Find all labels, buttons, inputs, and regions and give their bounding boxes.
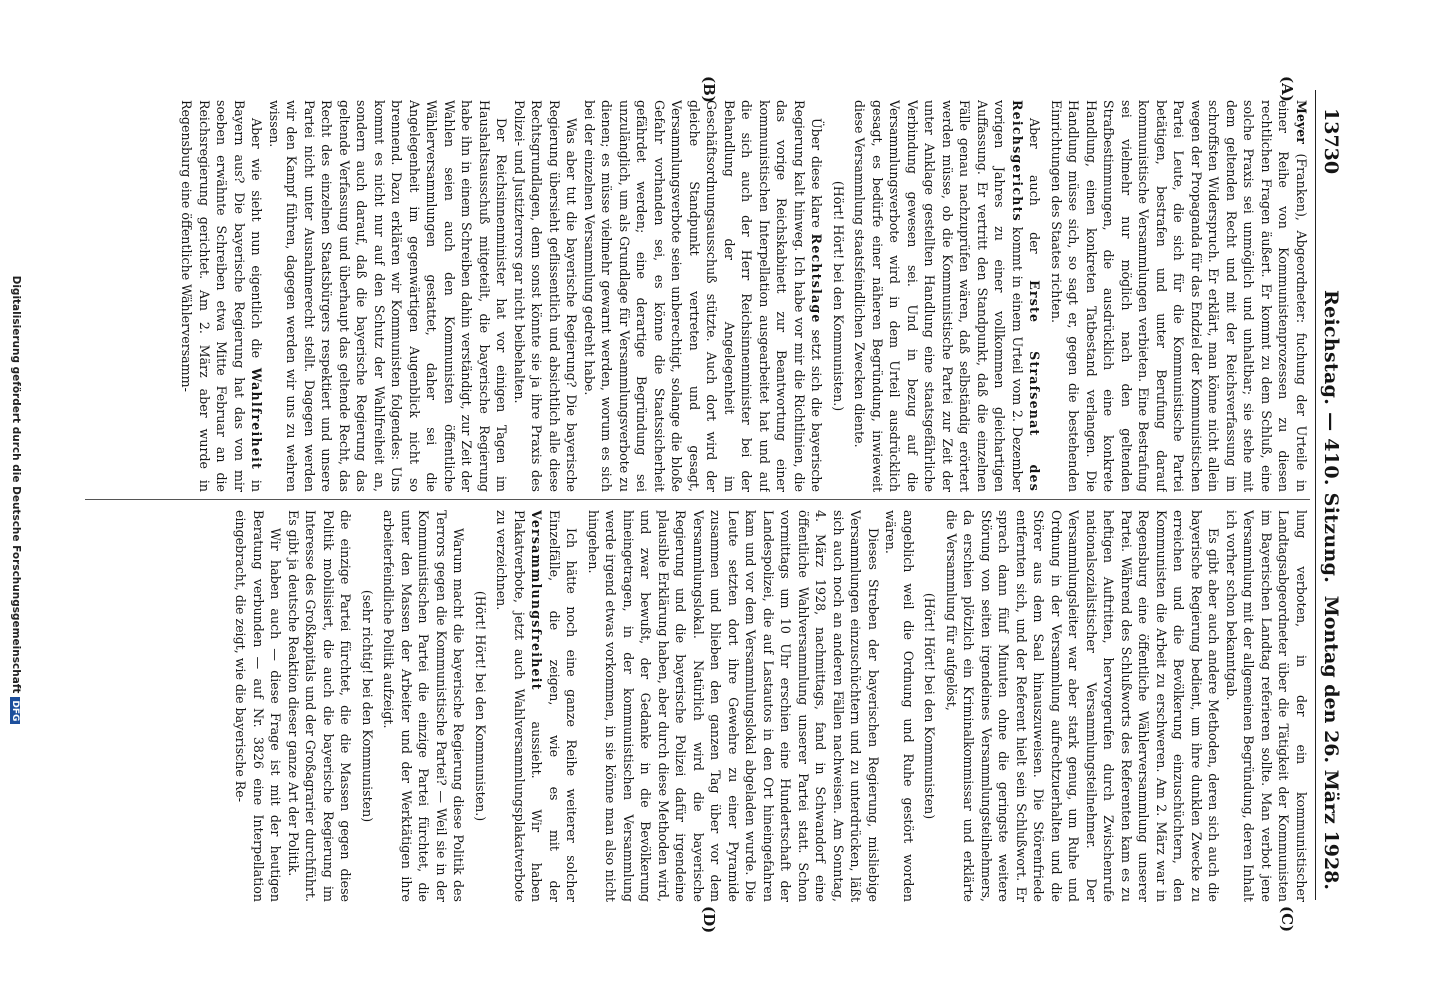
interjection: (Hört! Hört! bei den Kommunisten.) bbox=[831, 180, 846, 412]
paragraph-text: setzt sich die bayerische Regierung kalt hinweg. Ich habe vor mir die Richtlinien, die das vorige Reichskabinett zur Beantwortung einer kommunistischen Interpellation ausgearbeitet hat und auf die sich auch der Herr Reichsinnenminister bei der Behandlung der Angelegenheit im Geschäftsordnungsausschuß stützte. Auch dort wird der gleiche Standpunkt vertreten und gesagt, Versammlungsverbote seien unberechtigt, solange die bloße Gefahr vorhanden sei, es könne die Staatssicherheit gefährdet werden; eine derartige Begründung sei unzulänglich, um als Grundlage für Versammlungsverbote zu dienen; es müsse vielmehr gewarnt werden, worum es sich bei der einzelnen Versammlung gedreht habe. bbox=[582, 100, 825, 492]
paragraph-text: Aber wie sieht nun eigentlich die bbox=[249, 118, 265, 359]
paragraph: Warum macht die bayerische Regierung diese Politik des Terrors gegen die Kommunistische Partei? — Weil sie in der Kommunistischen Partei die einzige Partei fürchtet, die unter den Massen der Arbeiter und der Werktätigen ihre arbeiterfeindliche Politik aufzeigt. bbox=[381, 510, 467, 902]
speaker-note: (Franken), Abgeordneter bbox=[1294, 153, 1309, 319]
emphasis-text: Rechtslage bbox=[809, 233, 825, 324]
left-column bbox=[85, 100, 1310, 492]
paragraph-text: Aber auch der bbox=[1027, 118, 1043, 254]
paragraph: Es gibt aber auch andere Methoden, deren sich auch die bayerische Regierung bedient, um ihre dunklen Zwecke zu erreichen und die Bevölkerung einzuschüchtern, den Kommunisten die Arbeit zu erschweren. Am 2. März war in Regensburg eine öffentliche Wählerversammlung unserer Partei. Während des Schlußworts des Referenten kam es zu heftigen Auftritten, hervorgerufen durch Zwischenrufe nationalsozialistischer Versammlungsteilnehmer. Der Versammlungsleiter war aber stark genug, um Ruhe und Ordnung in der Versammlung aufrechtzuerhalten und die Störer aus dem Saal hinauszuweisen. Die Störenfriede entfernten sich, und der Referent hielt sein Schlußwort. Er sprach dann fünf Minuten ohne die geringste weitere Störung von seiten irgendeines Versammlungsteilnehmers, da erschien plötzlich ein Kriminalkommissar und erklärte die Versammlung für aufgelöst, bbox=[944, 510, 1222, 902]
paragraph bbox=[493, 510, 581, 902]
session-date: Montag den 26. März 1928. bbox=[1320, 595, 1342, 890]
paragraph bbox=[581, 100, 826, 492]
page-number: 13730 bbox=[1320, 108, 1342, 175]
paragraph bbox=[178, 100, 266, 492]
interjection: (Hört! Hört! bei den Kommunisten) bbox=[922, 592, 938, 820]
emphasis-text: Erste Strafsenat des Reichsgerichts bbox=[1010, 100, 1043, 492]
paragraph-text: kommt in einem Urteil vom 2. Dezember vorigen Jahres zu einer vollkommen gleichartigen Auffassung. Er vertritt den Standpunkt, daß die einzelnen Fälle genau nachzuprüfen wären, daß selbständig erörtert werden müsse, ob die Kommunistische Partei zur Zeit der unter Anklage gestellten Handlung eine staatsgefährliche Verbindung gewesen sei. Und in bezug auf die Versammlungsverbote wird in dem Urteil ausdrücklich gesagt, es bedürfe einer näheren Begründung, inwieweit diese Versammlung staatsfeindlichen Zwecken diente. bbox=[852, 100, 1025, 492]
dfg-logo: DFG bbox=[10, 697, 20, 724]
paragraph-text: Über diese klare bbox=[809, 118, 825, 228]
column-divider bbox=[85, 499, 1310, 500]
emphasis-text: Versammlungsfreiheit bbox=[529, 510, 545, 691]
paragraph-text: in Bayern aus? Die bayerische Regierung hat das von mir soeben erwähnte Schreiben etwa Mitte Februar an die Reichsregierung gerichtet. Am 2. März aber wurde in Regensburg eine öffentliche Wählerversamm- bbox=[179, 100, 265, 492]
margin-marker-c: (C) bbox=[1278, 906, 1296, 933]
paragraph: die einzige Partei fürchtet, die die Massen gegen diese Politik mobilisiert, die auch die bayerische Regierung im Interesse des Großkapitals und der Großagrarier durchführt. Es gibt ja deutsche Reaktion dieser ganze Art der Politik. bbox=[286, 510, 354, 902]
emphasis-text: Wahlfreiheit bbox=[249, 367, 265, 471]
margin-marker-a: (A) bbox=[1278, 76, 1296, 102]
paragraph: Der Reichsinnenminister hat vor einigen Tagen im Haushaltsausschuß mitgeteilt, die bayerische Regierung habe ihn in einem Schreiben dahin verständigt, zur Zeit der Wahlen seien auch den Kommunisten öffentliche Wählerversammlungen gestattet, daher sei die Angelegenheit im gegenwärtigen Augenblick nicht so brennend. Dazu erklären wir Kommunisten folgendes: Uns kommt es nicht nur auf den Schutz der Wahlfreiheit an, sondern auch darauf, daß die bayerische Regierung das geltende Verfassung und überhaupt das geltende Recht, das Recht des einzelnen Staatsbürgers respektiert und unsere Partei nicht unter Ausnahmerecht stellt. Dagegen werden wir den Kampf führen, dagegen werden wir uns zu wehren wissen. bbox=[267, 100, 510, 492]
margin-marker-b: (B) bbox=[700, 76, 718, 103]
paragraph-text: Ich hätte noch eine ganze Reihe weiterer solcher Einzelfälle, die zeigen, wie es mit der bbox=[547, 510, 580, 902]
funding-footer bbox=[10, 0, 22, 1000]
paragraph-text: fuchung der Urteile in einer Reihe von Kommunistenprozessen zu diesen rechtlichen Fragen äußert. Er kommt zu dem Schluß, eine solche Praxis sei unmöglich und unhaltbar; sie stehe mit dem geltenden Recht und mit der Reichsverfassung im schroffsten Widerspruch. Er erklärt, man könne nicht allein wegen der Propaganda für das Endziel der Kommunistischen Partei Leute, die sich für die Kommunistische Partei betätigen, bestrafen und unter Berufung darauf kommunistische Versammlungen verbieten. Eine Bestrafung sei vielmehr nur möglich nach den geltenden Strafbestimmungen, die ausdrücklich eine konkrete Handlung, einen konkreten Tatbestand verlangen. Die Handlung müsse sich, so sagt er, gegen die bestehenden Einrichtungen des Staates richten. bbox=[1049, 100, 1309, 492]
paragraph: Was aber tut die bayerische Regierung? Die bayerische Regierung übersieht geflissentlich und absichtlich alle diese Rechtsgrundlagen, denn sonst könnte sie ja ihre Praxis des Polizei- und Justizterrors gar nicht beibehalten. bbox=[512, 100, 580, 492]
paragraph: Wir haben auch — diese Frage ist mit der heutigen Beratung verbunden — auf Nr. 3826 eine Interpellation eingebracht, die zeigt, wie die bayerische Re- bbox=[233, 510, 284, 902]
right-column bbox=[85, 510, 1310, 902]
page-header bbox=[1315, 90, 1346, 900]
paragraph-text: aussieht. Wir haben Plakatverbote, jetzt auch Wahlversammlungsplakatverbote zu verzeichnen. bbox=[494, 510, 545, 902]
interjection: (Hört! Hört! bei den Kommunisten.) bbox=[473, 590, 488, 822]
paragraph: angeblich weil die Ordnung und Ruhe gestört worden wären. bbox=[883, 510, 916, 902]
margin-marker-d: (D) bbox=[700, 906, 718, 934]
session-title: Reichstag. — 410. Sitzung. bbox=[1320, 290, 1342, 584]
speaker-name: Meyer bbox=[1294, 100, 1309, 144]
paragraph: Dieses Streben der bayerischen Regierung, misliebige Versammlungen einzuschüchtern und zu unterdrücken, läßt sich auch noch an anderen Fällen nachweisen. Am Sonntag, 4. März 1928, nachmittags, fand in Schwandorf eine öffentliche Wahlversammlung unserer Partei statt. Schon vormittags um 10 Uhr erschien eine Hundertschaft der Landespolizei, die auf Lastautos in den Ort hineingefahren kam und vor dem Versammlungslokal abgeladen wurde. Die Leute setzten dort ihre Gewehre zu einer Pyramide zusammen und blieben den ganzen Tag über vor dem Versammlungslokal. Natürlich wird die bayerische Regierung und die bayerische Polizei dafür irgendeine plausible Erklärung haben, aber durch diese Methoden wird, und zwar bewußt, der Gedanke in die Bevölkerung hineingetragen, in der kommunistischen Versammlung werde irgend etwas vorkommen, in sie könne man also nicht hingehen. bbox=[586, 510, 881, 902]
paragraph: lung verboten, in der ein kommunistischer Landtagsabgeordneter über die Tätigkeit der Kommunisten im Bayerischen Landtag referieren sollte. Man verbot jene Versammlung mit der allgemeinen Begründung, deren Inhalt ich vorher schon bekanntgab. bbox=[1224, 510, 1309, 902]
interjection: (sehr richtig! bei den Kommunisten) bbox=[360, 589, 375, 823]
paragraph bbox=[851, 100, 1044, 492]
paragraph: Meyer (Franken), Abgeordneter: fuchung der Urteile in einer Reihe von Kommunistenprozessen zu diesen rechtlichen Fragen äußert. Er kommt zu dem Schluß, eine solche Praxis sei unmöglich und unhaltbar; sie stehe mit dem geltenden Recht und mit der Reichsverfassung im schroffsten Widerspruch. Er erklärt, man könne nicht allein wegen der Propaganda für das Endziel der Kommunistischen Partei Leute, die sich für die Kommunistische Partei betätigen, bestrafen und unter Berufung darauf kommunistische Versammlungen verbieten. Eine Bestrafung sei vielmehr nur möglich nach den geltenden Strafbestimmungen, die ausdrücklich eine konkrete Handlung, einen konkreten Tatbestand verlangen. Die Handlung müsse sich, so sagt er, gegen die bestehenden Einrichtungen des Staates richten. bbox=[1049, 100, 1309, 492]
funding-text: Digitalisierung gefördert durch die Deutsche Forschungsgemeinschaft bbox=[10, 275, 22, 694]
